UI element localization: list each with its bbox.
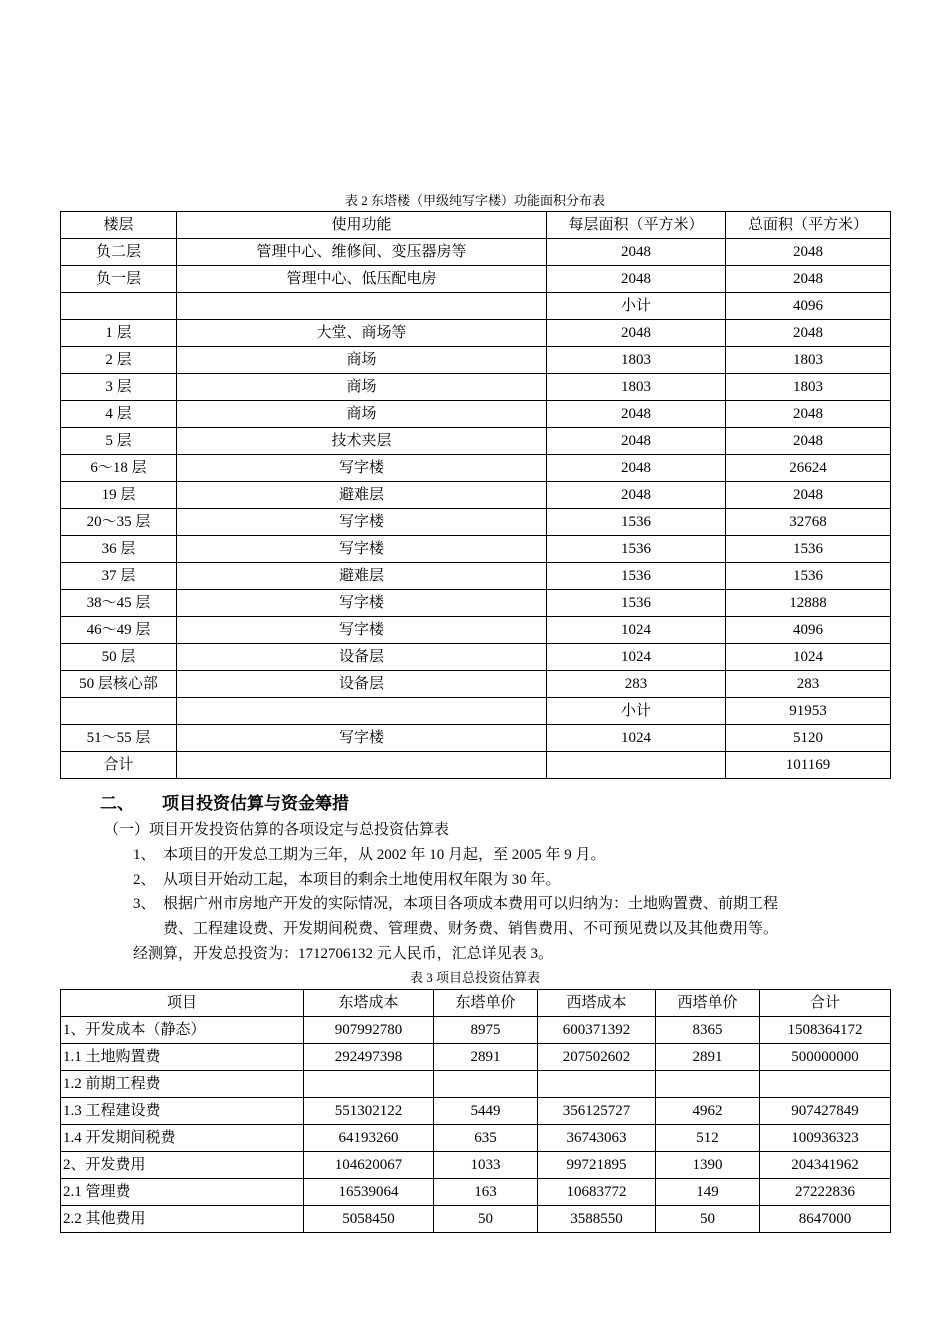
table-cell: 写字楼	[177, 617, 547, 644]
table-cell: 100936323	[760, 1125, 891, 1152]
table-cell: 2.1 管理费	[61, 1179, 304, 1206]
table-cell: 3 层	[61, 374, 177, 401]
list-item: 根据广州市房地产开发的实际情况，本项目各项成本费用可以归纳为：土地购置费、前期工程	[163, 896, 779, 912]
table-cell: 5120	[726, 725, 891, 752]
table-cell: 写字楼	[177, 509, 547, 536]
table-cell: 设备层	[177, 644, 547, 671]
table-cell: 2、开发费用	[61, 1152, 304, 1179]
table-cell: 2891	[434, 1044, 538, 1071]
table-cell: 2048	[726, 239, 891, 266]
table-cell: 600371392	[538, 1017, 656, 1044]
table-cell: 512	[656, 1125, 760, 1152]
table-row	[61, 239, 891, 266]
table-cell: 4 层	[61, 401, 177, 428]
table-cell: 1033	[434, 1152, 538, 1179]
table-row	[61, 725, 891, 752]
table-cell: 551302122	[304, 1098, 434, 1125]
table-row	[61, 671, 891, 698]
table-cell: 1536	[547, 509, 726, 536]
table-header-row	[61, 212, 891, 239]
list-item-continued: 费、工程建设费、开发期间税费、管理费、财务费、销售费用、不可预见费以及其他费用等。	[163, 921, 779, 937]
table-cell: 38～45 层	[61, 590, 177, 617]
table3-caption: 表 3 项目总投资估算表	[409, 970, 540, 985]
table-cell	[177, 293, 547, 320]
table-cell: 163	[434, 1179, 538, 1206]
table-cell: 商场	[177, 374, 547, 401]
table-row	[61, 752, 891, 779]
table-cell: 写字楼	[177, 590, 547, 617]
table-cell: 商场	[177, 401, 547, 428]
table-cell: 50	[656, 1206, 760, 1233]
column-header: 每层面积（平方米）	[547, 212, 726, 239]
table-cell	[61, 698, 177, 725]
table-cell: 50 层核心部	[61, 671, 177, 698]
table-cell: 负二层	[61, 239, 177, 266]
table-cell: 1.1 土地购置费	[61, 1044, 304, 1071]
list-item: 本项目的开发总工期为三年，从 2002 年 10 月起，至 2005 年 9 月。	[163, 847, 606, 863]
table-cell: 1536	[547, 563, 726, 590]
table-cell: 204341962	[760, 1152, 891, 1179]
table-cell	[760, 1071, 891, 1098]
table-cell: 2891	[656, 1044, 760, 1071]
table-cell: 1803	[547, 347, 726, 374]
table-cell: 104620067	[304, 1152, 434, 1179]
table-cell	[434, 1071, 538, 1098]
table-cell	[547, 752, 726, 779]
table-cell: 2048	[547, 455, 726, 482]
table2-caption: 表 2 东塔楼（甲级纯写字楼）功能面积分布表	[344, 193, 605, 208]
table-cell	[177, 752, 547, 779]
table-cell: 64193260	[304, 1125, 434, 1152]
table-row	[61, 320, 891, 347]
table-cell: 101169	[726, 752, 891, 779]
table-cell: 149	[656, 1179, 760, 1206]
table-cell: 1508364172	[760, 1017, 891, 1044]
table-cell: 2048	[547, 239, 726, 266]
table-cell: 1390	[656, 1152, 760, 1179]
table-cell: 4096	[726, 617, 891, 644]
table-cell: 设备层	[177, 671, 547, 698]
table-cell: 19 层	[61, 482, 177, 509]
table-cell: 写字楼	[177, 725, 547, 752]
table-cell: 管理中心、维修间、变压器房等	[177, 239, 547, 266]
table-cell: 管理中心、低压配电房	[177, 266, 547, 293]
table-cell: 写字楼	[177, 455, 547, 482]
table-cell: 356125727	[538, 1098, 656, 1125]
table-row	[61, 563, 891, 590]
table-row	[61, 482, 891, 509]
table-cell: 12888	[726, 590, 891, 617]
table-cell: 1536	[726, 563, 891, 590]
table-cell: 907427849	[760, 1098, 891, 1125]
table-cell: 27222836	[760, 1179, 891, 1206]
table-row	[61, 266, 891, 293]
summary-text: 经测算，开发总投资为：1712706132 元人民币，汇总详见表 3。	[133, 946, 554, 962]
table-cell	[61, 293, 177, 320]
section-number: 二、	[100, 794, 134, 814]
table-cell: 2048	[726, 401, 891, 428]
table-cell: 635	[434, 1125, 538, 1152]
table-row	[61, 1152, 891, 1179]
table-cell: 技术夹层	[177, 428, 547, 455]
table-cell: 5449	[434, 1098, 538, 1125]
table-cell: 283	[547, 671, 726, 698]
table-cell: 207502602	[538, 1044, 656, 1071]
column-header: 总面积（平方米）	[726, 212, 891, 239]
table-cell: 1803	[547, 374, 726, 401]
table-row	[61, 698, 891, 725]
table-cell: 2048	[547, 482, 726, 509]
table-cell: 50	[434, 1206, 538, 1233]
table-cell	[304, 1071, 434, 1098]
table-row	[61, 1098, 891, 1125]
table-cell: 50 层	[61, 644, 177, 671]
table-row	[61, 1071, 891, 1098]
table-row	[61, 1044, 891, 1071]
table-cell: 16539064	[304, 1179, 434, 1206]
section-heading	[100, 789, 349, 814]
table-row	[61, 293, 891, 320]
column-header: 西塔成本	[538, 990, 656, 1017]
table-cell: 10683772	[538, 1179, 656, 1206]
table-header-row	[61, 990, 891, 1017]
table-cell: 8975	[434, 1017, 538, 1044]
table-cell: 1803	[726, 347, 891, 374]
table-cell: 写字楼	[177, 536, 547, 563]
column-header: 西塔单价	[656, 990, 760, 1017]
table-row	[61, 617, 891, 644]
table-cell: 1536	[547, 536, 726, 563]
table-cell: 51～55 层	[61, 725, 177, 752]
list-number: 2、	[133, 872, 156, 888]
table-cell: 2048	[547, 320, 726, 347]
table-cell: 283	[726, 671, 891, 698]
table-cell	[538, 1071, 656, 1098]
table-cell: 26624	[726, 455, 891, 482]
table-row	[61, 536, 891, 563]
table-cell: 2048	[726, 320, 891, 347]
table-cell: 2048	[547, 428, 726, 455]
table-row	[61, 1125, 891, 1152]
table-row	[61, 1206, 891, 1233]
table-row	[61, 347, 891, 374]
table-cell: 2048	[547, 266, 726, 293]
table-cell: 500000000	[760, 1044, 891, 1071]
table-cell: 1024	[726, 644, 891, 671]
table-cell: 1.3 工程建设费	[61, 1098, 304, 1125]
table-cell: 5058450	[304, 1206, 434, 1233]
table-row	[61, 374, 891, 401]
table-cell: 1536	[726, 536, 891, 563]
table-cell: 1024	[547, 617, 726, 644]
column-header: 东塔成本	[304, 990, 434, 1017]
table-cell: 46～49 层	[61, 617, 177, 644]
list-item: 从项目开始动工起，本项目的剩余土地使用权年限为 30 年。	[163, 872, 561, 888]
table-cell: 1 层	[61, 320, 177, 347]
table-cell: 99721895	[538, 1152, 656, 1179]
table-cell: 907992780	[304, 1017, 434, 1044]
table-cell: 4096	[726, 293, 891, 320]
table-row	[61, 509, 891, 536]
table-cell: 2048	[726, 428, 891, 455]
table-cell: 1024	[547, 725, 726, 752]
table-cell: 2.2 其他费用	[61, 1206, 304, 1233]
column-header: 使用功能	[177, 212, 547, 239]
table-row	[61, 1017, 891, 1044]
table-row	[61, 1179, 891, 1206]
table-row	[61, 455, 891, 482]
table-cell: 3588550	[538, 1206, 656, 1233]
table-cell: 36743063	[538, 1125, 656, 1152]
table-cell: 2048	[726, 266, 891, 293]
table-cell: 避难层	[177, 482, 547, 509]
table-cell: 4962	[656, 1098, 760, 1125]
section-title: 项目投资估算与资金筹措	[162, 794, 349, 814]
investment-estimate-table	[60, 989, 891, 1233]
table-cell: 1024	[547, 644, 726, 671]
column-header: 楼层	[61, 212, 177, 239]
table-cell: 1536	[547, 590, 726, 617]
table-cell: 91953	[726, 698, 891, 725]
table-cell	[656, 1071, 760, 1098]
column-header: 项目	[61, 990, 304, 1017]
column-header: 东塔单价	[434, 990, 538, 1017]
table-cell: 6～18 层	[61, 455, 177, 482]
list-number: 3、	[133, 896, 156, 912]
table-cell: 8647000	[760, 1206, 891, 1233]
floor-area-table	[60, 211, 891, 779]
table-cell: 1803	[726, 374, 891, 401]
table-cell: 大堂、商场等	[177, 320, 547, 347]
table-cell: 32768	[726, 509, 891, 536]
table-cell	[177, 698, 547, 725]
table-cell: 1.2 前期工程费	[61, 1071, 304, 1098]
table-row	[61, 644, 891, 671]
table-row	[61, 428, 891, 455]
table-cell: 2048	[547, 401, 726, 428]
table-cell: 避难层	[177, 563, 547, 590]
table-row	[61, 401, 891, 428]
table-cell: 合计	[61, 752, 177, 779]
table-cell: 8365	[656, 1017, 760, 1044]
list-number: 1、	[133, 847, 156, 863]
table-cell: 37 层	[61, 563, 177, 590]
table-cell: 小计	[547, 698, 726, 725]
section-subtitle: （一）项目开发投资估算的各项设定与总投资估算表	[104, 822, 450, 838]
table-cell: 负一层	[61, 266, 177, 293]
table-cell: 商场	[177, 347, 547, 374]
table-cell: 2 层	[61, 347, 177, 374]
table-cell: 2048	[726, 482, 891, 509]
table-cell: 1、开发成本（静态）	[61, 1017, 304, 1044]
column-header: 合计	[760, 990, 891, 1017]
table-cell: 20～35 层	[61, 509, 177, 536]
table-cell: 小计	[547, 293, 726, 320]
table-cell: 292497398	[304, 1044, 434, 1071]
table-cell: 36 层	[61, 536, 177, 563]
table-row	[61, 590, 891, 617]
table-cell: 5 层	[61, 428, 177, 455]
table-cell: 1.4 开发期间税费	[61, 1125, 304, 1152]
